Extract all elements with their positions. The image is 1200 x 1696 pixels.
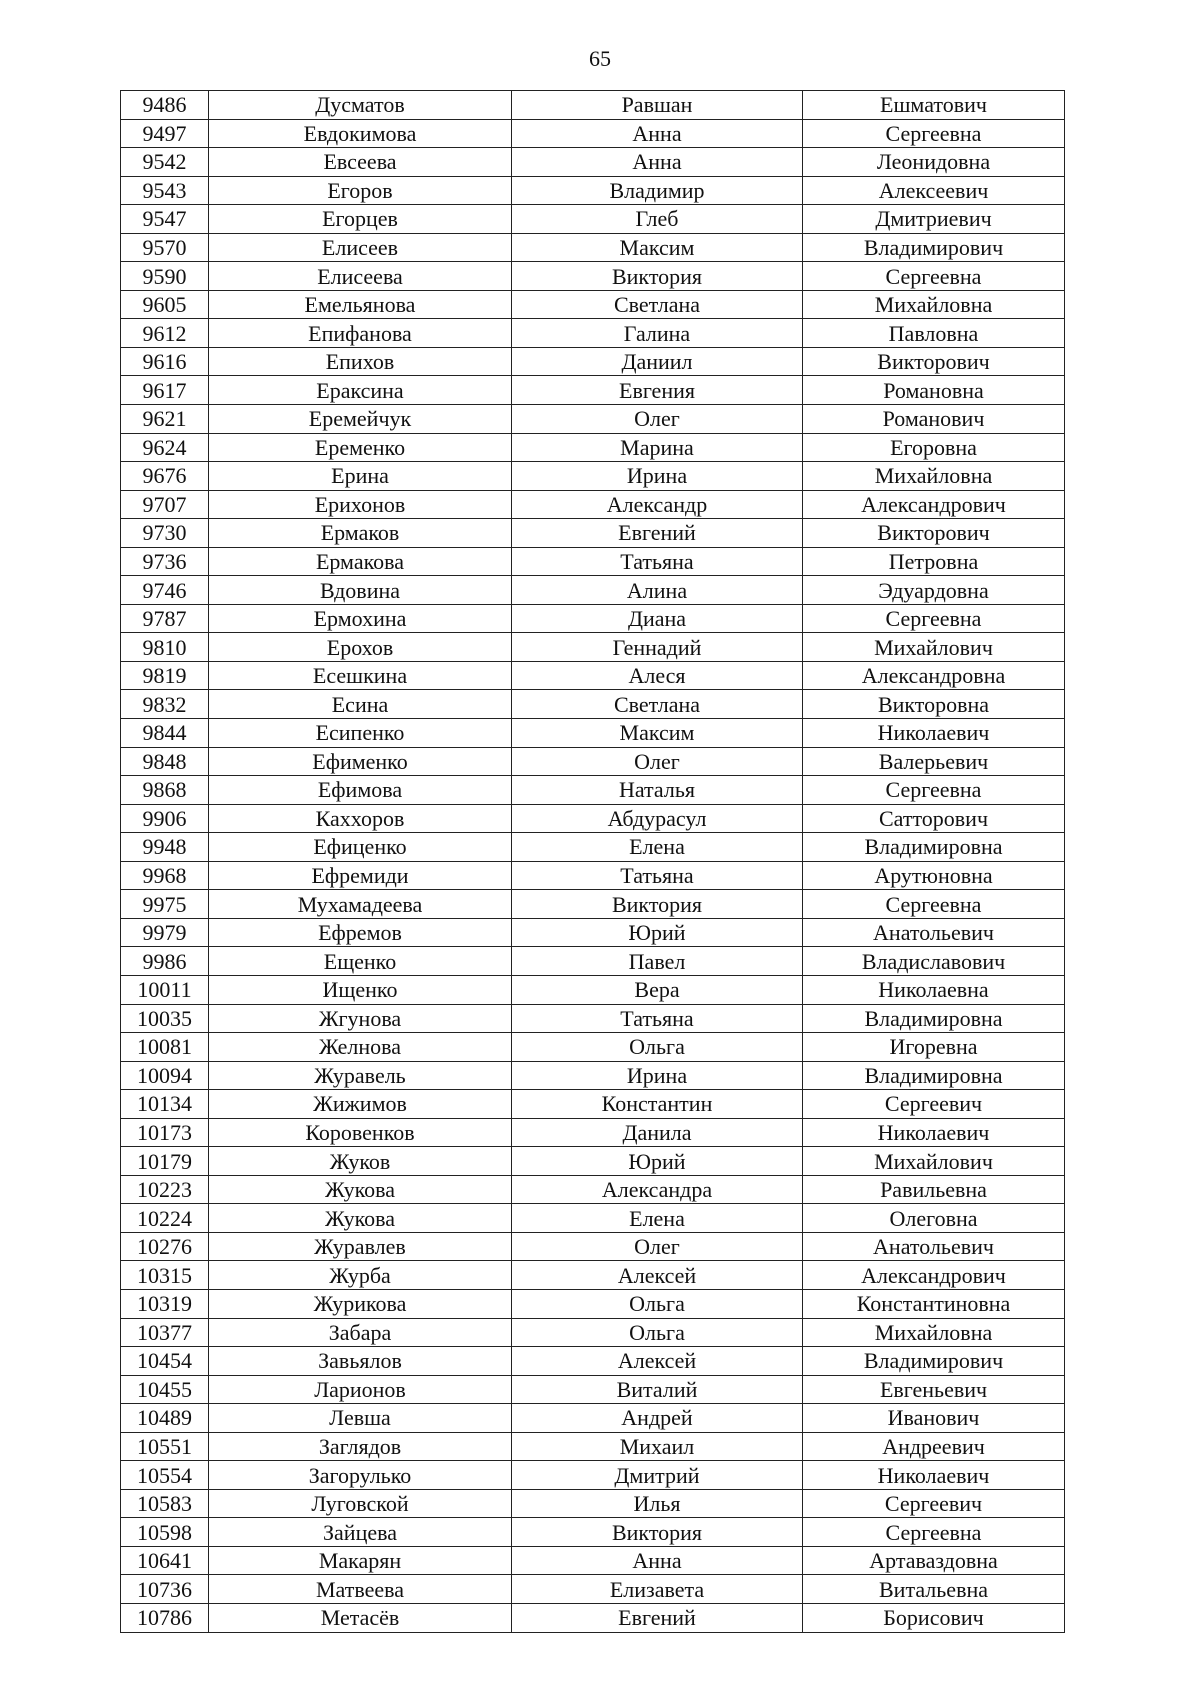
cell-patronymic: Сергеевич bbox=[803, 1090, 1065, 1119]
cell-last-name: Есипенко bbox=[209, 719, 512, 748]
roster-table bbox=[120, 90, 1065, 1633]
cell-last-name: Желнова bbox=[209, 1033, 512, 1062]
cell-last-name: Луговской bbox=[209, 1489, 512, 1518]
cell-patronymic: Александрович bbox=[803, 490, 1065, 519]
cell-patronymic: Анатольевич bbox=[803, 918, 1065, 947]
cell-patronymic: Равильевна bbox=[803, 1175, 1065, 1204]
cell-first-name: Вера bbox=[512, 975, 803, 1004]
cell-last-name: Завьялов bbox=[209, 1347, 512, 1376]
cell-number: 10224 bbox=[121, 1204, 209, 1233]
cell-first-name: Светлана bbox=[512, 690, 803, 719]
cell-patronymic: Иванович bbox=[803, 1404, 1065, 1433]
cell-number: 9543 bbox=[121, 176, 209, 205]
cell-number: 10011 bbox=[121, 975, 209, 1004]
cell-last-name: Вдовина bbox=[209, 576, 512, 605]
cell-number: 9832 bbox=[121, 690, 209, 719]
cell-patronymic: Александровна bbox=[803, 661, 1065, 690]
cell-patronymic: Владимировна bbox=[803, 1004, 1065, 1033]
cell-first-name: Галина bbox=[512, 319, 803, 348]
table-row bbox=[121, 148, 1065, 177]
cell-patronymic: Сергеевна bbox=[803, 604, 1065, 633]
cell-last-name: Ефремов bbox=[209, 918, 512, 947]
cell-number: 9624 bbox=[121, 433, 209, 462]
cell-last-name: Есина bbox=[209, 690, 512, 719]
cell-number: 9736 bbox=[121, 547, 209, 576]
table-row bbox=[121, 519, 1065, 548]
table-row bbox=[121, 833, 1065, 862]
cell-first-name: Ирина bbox=[512, 462, 803, 491]
cell-first-name: Татьяна bbox=[512, 547, 803, 576]
cell-last-name: Ермохина bbox=[209, 604, 512, 633]
cell-patronymic: Анатольевич bbox=[803, 1232, 1065, 1261]
cell-patronymic: Евгеньевич bbox=[803, 1375, 1065, 1404]
cell-patronymic: Владимировна bbox=[803, 833, 1065, 862]
cell-number: 9844 bbox=[121, 719, 209, 748]
cell-patronymic: Ешматович bbox=[803, 91, 1065, 120]
cell-first-name: Максим bbox=[512, 233, 803, 262]
cell-last-name: Жуков bbox=[209, 1147, 512, 1176]
cell-patronymic: Александрович bbox=[803, 1261, 1065, 1290]
cell-last-name: Есешкина bbox=[209, 661, 512, 690]
table-row bbox=[121, 376, 1065, 405]
cell-last-name: Матвеева bbox=[209, 1575, 512, 1604]
cell-last-name: Жижимов bbox=[209, 1090, 512, 1119]
table-row bbox=[121, 490, 1065, 519]
cell-number: 10786 bbox=[121, 1603, 209, 1632]
cell-last-name: Епихов bbox=[209, 347, 512, 376]
cell-number: 10223 bbox=[121, 1175, 209, 1204]
cell-patronymic: Сергеевна bbox=[803, 776, 1065, 805]
cell-first-name: Равшан bbox=[512, 91, 803, 120]
table-row bbox=[121, 262, 1065, 291]
table-row bbox=[121, 1033, 1065, 1062]
cell-patronymic: Сергеевна bbox=[803, 119, 1065, 148]
cell-number: 10276 bbox=[121, 1232, 209, 1261]
cell-patronymic: Андреевич bbox=[803, 1432, 1065, 1461]
table-row bbox=[121, 176, 1065, 205]
table-row bbox=[121, 890, 1065, 919]
table-row bbox=[121, 918, 1065, 947]
cell-patronymic: Борисович bbox=[803, 1603, 1065, 1632]
cell-patronymic: Эдуардовна bbox=[803, 576, 1065, 605]
cell-last-name: Ефимова bbox=[209, 776, 512, 805]
cell-patronymic: Сергеевна bbox=[803, 1518, 1065, 1547]
cell-last-name: Коровенков bbox=[209, 1118, 512, 1147]
table-row bbox=[121, 1347, 1065, 1376]
cell-number: 9570 bbox=[121, 233, 209, 262]
cell-last-name: Метасёв bbox=[209, 1603, 512, 1632]
cell-number: 10315 bbox=[121, 1261, 209, 1290]
cell-patronymic: Романович bbox=[803, 405, 1065, 434]
cell-first-name: Алина bbox=[512, 576, 803, 605]
cell-number: 10455 bbox=[121, 1375, 209, 1404]
cell-first-name: Юрий bbox=[512, 1147, 803, 1176]
cell-number: 9497 bbox=[121, 119, 209, 148]
cell-number: 10641 bbox=[121, 1546, 209, 1575]
cell-number: 10173 bbox=[121, 1118, 209, 1147]
table-row bbox=[121, 661, 1065, 690]
cell-number: 10554 bbox=[121, 1461, 209, 1490]
cell-first-name: Данила bbox=[512, 1118, 803, 1147]
table-row bbox=[121, 119, 1065, 148]
cell-number: 9542 bbox=[121, 148, 209, 177]
cell-first-name: Анна bbox=[512, 119, 803, 148]
cell-first-name: Михаил bbox=[512, 1432, 803, 1461]
cell-number: 9746 bbox=[121, 576, 209, 605]
table-row bbox=[121, 776, 1065, 805]
cell-number: 9590 bbox=[121, 262, 209, 291]
cell-last-name: Каххоров bbox=[209, 804, 512, 833]
cell-number: 9617 bbox=[121, 376, 209, 405]
cell-number: 9979 bbox=[121, 918, 209, 947]
cell-patronymic: Викторович bbox=[803, 519, 1065, 548]
cell-patronymic: Николаевна bbox=[803, 975, 1065, 1004]
cell-patronymic: Алексеевич bbox=[803, 176, 1065, 205]
cell-patronymic: Константиновна bbox=[803, 1289, 1065, 1318]
table-row bbox=[121, 1261, 1065, 1290]
cell-first-name: Евгений bbox=[512, 1603, 803, 1632]
cell-last-name: Еремейчук bbox=[209, 405, 512, 434]
table-row bbox=[121, 1404, 1065, 1433]
cell-last-name: Журба bbox=[209, 1261, 512, 1290]
table-row bbox=[121, 290, 1065, 319]
cell-patronymic: Сергеевна bbox=[803, 262, 1065, 291]
cell-first-name: Владимир bbox=[512, 176, 803, 205]
cell-first-name: Андрей bbox=[512, 1404, 803, 1433]
cell-last-name: Загорулько bbox=[209, 1461, 512, 1490]
cell-number: 10583 bbox=[121, 1489, 209, 1518]
table-row bbox=[121, 1432, 1065, 1461]
cell-last-name: Жукова bbox=[209, 1204, 512, 1233]
cell-last-name: Зайцева bbox=[209, 1518, 512, 1547]
table-row bbox=[121, 947, 1065, 976]
cell-patronymic: Сергеевна bbox=[803, 890, 1065, 919]
cell-patronymic: Викторович bbox=[803, 347, 1065, 376]
cell-last-name: Ефименко bbox=[209, 747, 512, 776]
table-row bbox=[121, 1489, 1065, 1518]
cell-patronymic: Николаевич bbox=[803, 719, 1065, 748]
cell-patronymic: Олеговна bbox=[803, 1204, 1065, 1233]
cell-patronymic: Николаевич bbox=[803, 1461, 1065, 1490]
cell-last-name: Егоров bbox=[209, 176, 512, 205]
cell-first-name: Анна bbox=[512, 148, 803, 177]
cell-first-name: Елизавета bbox=[512, 1575, 803, 1604]
cell-first-name: Виктория bbox=[512, 1518, 803, 1547]
cell-last-name: Дусматов bbox=[209, 91, 512, 120]
cell-last-name: Ермакова bbox=[209, 547, 512, 576]
cell-patronymic: Витальевна bbox=[803, 1575, 1065, 1604]
cell-first-name: Илья bbox=[512, 1489, 803, 1518]
table-row bbox=[121, 975, 1065, 1004]
table-row bbox=[121, 1204, 1065, 1233]
table-row bbox=[121, 1375, 1065, 1404]
cell-last-name: Елисеев bbox=[209, 233, 512, 262]
table-row bbox=[121, 1518, 1065, 1547]
cell-first-name: Ольга bbox=[512, 1289, 803, 1318]
table-row bbox=[121, 1603, 1065, 1632]
cell-number: 9975 bbox=[121, 890, 209, 919]
cell-number: 9986 bbox=[121, 947, 209, 976]
cell-last-name: Журавлев bbox=[209, 1232, 512, 1261]
table-row bbox=[121, 1289, 1065, 1318]
cell-last-name: Егорцев bbox=[209, 205, 512, 234]
cell-patronymic: Владимирович bbox=[803, 1347, 1065, 1376]
table-row bbox=[121, 1318, 1065, 1347]
cell-last-name: Журавель bbox=[209, 1061, 512, 1090]
cell-number: 9787 bbox=[121, 604, 209, 633]
cell-last-name: Жгунова bbox=[209, 1004, 512, 1033]
cell-patronymic: Егоровна bbox=[803, 433, 1065, 462]
cell-first-name: Марина bbox=[512, 433, 803, 462]
cell-patronymic: Сергеевич bbox=[803, 1489, 1065, 1518]
cell-last-name: Ищенко bbox=[209, 975, 512, 1004]
cell-first-name: Елена bbox=[512, 1204, 803, 1233]
cell-patronymic: Михайлович bbox=[803, 633, 1065, 662]
cell-last-name: Ефиценко bbox=[209, 833, 512, 862]
cell-number: 9968 bbox=[121, 861, 209, 890]
cell-patronymic: Михайловна bbox=[803, 290, 1065, 319]
cell-last-name: Емельянова bbox=[209, 290, 512, 319]
table-row bbox=[121, 205, 1065, 234]
cell-number: 10551 bbox=[121, 1432, 209, 1461]
cell-first-name: Даниил bbox=[512, 347, 803, 376]
cell-number: 9616 bbox=[121, 347, 209, 376]
cell-number: 10598 bbox=[121, 1518, 209, 1547]
cell-first-name: Дмитрий bbox=[512, 1461, 803, 1490]
cell-first-name: Максим bbox=[512, 719, 803, 748]
cell-number: 10094 bbox=[121, 1061, 209, 1090]
table-row bbox=[121, 1546, 1065, 1575]
cell-patronymic: Валерьевич bbox=[803, 747, 1065, 776]
cell-patronymic: Леонидовна bbox=[803, 148, 1065, 177]
cell-last-name: Епифанова bbox=[209, 319, 512, 348]
cell-first-name: Олег bbox=[512, 747, 803, 776]
cell-first-name: Геннадий bbox=[512, 633, 803, 662]
cell-first-name: Евгений bbox=[512, 519, 803, 548]
cell-first-name: Виктория bbox=[512, 262, 803, 291]
cell-patronymic: Михайлович bbox=[803, 1147, 1065, 1176]
cell-number: 10736 bbox=[121, 1575, 209, 1604]
cell-number: 10319 bbox=[121, 1289, 209, 1318]
cell-patronymic: Дмитриевич bbox=[803, 205, 1065, 234]
cell-number: 9605 bbox=[121, 290, 209, 319]
cell-first-name: Евгения bbox=[512, 376, 803, 405]
cell-first-name: Алеся bbox=[512, 661, 803, 690]
cell-first-name: Алексей bbox=[512, 1261, 803, 1290]
cell-last-name: Ещенко bbox=[209, 947, 512, 976]
cell-first-name: Константин bbox=[512, 1090, 803, 1119]
cell-first-name: Александра bbox=[512, 1175, 803, 1204]
cell-last-name: Ераксина bbox=[209, 376, 512, 405]
cell-patronymic: Сатторович bbox=[803, 804, 1065, 833]
cell-patronymic: Игоревна bbox=[803, 1033, 1065, 1062]
cell-last-name: Еременко bbox=[209, 433, 512, 462]
cell-number: 9486 bbox=[121, 91, 209, 120]
table-row bbox=[121, 547, 1065, 576]
table-row bbox=[121, 1090, 1065, 1119]
cell-number: 9730 bbox=[121, 519, 209, 548]
table-row bbox=[121, 804, 1065, 833]
cell-first-name: Ольга bbox=[512, 1033, 803, 1062]
table-row bbox=[121, 1175, 1065, 1204]
table-row bbox=[121, 747, 1065, 776]
cell-first-name: Диана bbox=[512, 604, 803, 633]
cell-number: 9676 bbox=[121, 462, 209, 491]
cell-last-name: Макарян bbox=[209, 1546, 512, 1575]
table-row bbox=[121, 861, 1065, 890]
page-number: 65 bbox=[589, 46, 611, 71]
cell-patronymic: Артаваздовна bbox=[803, 1546, 1065, 1575]
table-row bbox=[121, 433, 1065, 462]
cell-number: 9819 bbox=[121, 661, 209, 690]
cell-first-name: Анна bbox=[512, 1546, 803, 1575]
cell-first-name: Виктория bbox=[512, 890, 803, 919]
cell-first-name: Наталья bbox=[512, 776, 803, 805]
cell-first-name: Татьяна bbox=[512, 1004, 803, 1033]
cell-patronymic: Арутюновна bbox=[803, 861, 1065, 890]
cell-last-name: Ерихонов bbox=[209, 490, 512, 519]
cell-number: 9948 bbox=[121, 833, 209, 862]
cell-patronymic: Романовна bbox=[803, 376, 1065, 405]
cell-last-name: Ефремиди bbox=[209, 861, 512, 890]
cell-first-name: Александр bbox=[512, 490, 803, 519]
cell-first-name: Ирина bbox=[512, 1061, 803, 1090]
cell-last-name: Жукова bbox=[209, 1175, 512, 1204]
cell-first-name: Алексей bbox=[512, 1347, 803, 1376]
table-row bbox=[121, 1061, 1065, 1090]
cell-number: 9810 bbox=[121, 633, 209, 662]
cell-first-name: Олег bbox=[512, 1232, 803, 1261]
cell-number: 9707 bbox=[121, 490, 209, 519]
cell-last-name: Елисеева bbox=[209, 262, 512, 291]
cell-patronymic: Петровна bbox=[803, 547, 1065, 576]
table-row bbox=[121, 91, 1065, 120]
cell-last-name: Евсеева bbox=[209, 148, 512, 177]
cell-last-name: Ерохов bbox=[209, 633, 512, 662]
cell-patronymic: Михайловна bbox=[803, 1318, 1065, 1347]
table-row bbox=[121, 1147, 1065, 1176]
table-row bbox=[121, 1118, 1065, 1147]
cell-number: 10377 bbox=[121, 1318, 209, 1347]
roster-table-body bbox=[121, 91, 1065, 1633]
cell-first-name: Юрий bbox=[512, 918, 803, 947]
cell-number: 10081 bbox=[121, 1033, 209, 1062]
cell-first-name: Елена bbox=[512, 833, 803, 862]
cell-first-name: Светлана bbox=[512, 290, 803, 319]
cell-number: 9547 bbox=[121, 205, 209, 234]
cell-patronymic: Владиславович bbox=[803, 947, 1065, 976]
cell-last-name: Ларионов bbox=[209, 1375, 512, 1404]
cell-patronymic: Павловна bbox=[803, 319, 1065, 348]
cell-number: 9906 bbox=[121, 804, 209, 833]
table-row bbox=[121, 1575, 1065, 1604]
table-row bbox=[121, 405, 1065, 434]
table-row bbox=[121, 633, 1065, 662]
cell-number: 9621 bbox=[121, 405, 209, 434]
table-row bbox=[121, 233, 1065, 262]
cell-number: 9848 bbox=[121, 747, 209, 776]
cell-first-name: Ольга bbox=[512, 1318, 803, 1347]
cell-patronymic: Михайловна bbox=[803, 462, 1065, 491]
cell-last-name: Евдокимова bbox=[209, 119, 512, 148]
cell-first-name: Олег bbox=[512, 405, 803, 434]
cell-number: 10489 bbox=[121, 1404, 209, 1433]
cell-number: 10454 bbox=[121, 1347, 209, 1376]
cell-number: 10035 bbox=[121, 1004, 209, 1033]
table-row bbox=[121, 1232, 1065, 1261]
table-row bbox=[121, 576, 1065, 605]
cell-first-name: Глеб bbox=[512, 205, 803, 234]
cell-last-name: Левша bbox=[209, 1404, 512, 1433]
cell-last-name: Мухамадеева bbox=[209, 890, 512, 919]
table-row bbox=[121, 319, 1065, 348]
cell-first-name: Татьяна bbox=[512, 861, 803, 890]
cell-number: 10134 bbox=[121, 1090, 209, 1119]
cell-patronymic: Владимирович bbox=[803, 233, 1065, 262]
cell-last-name: Ерина bbox=[209, 462, 512, 491]
cell-patronymic: Владимировна bbox=[803, 1061, 1065, 1090]
table-row bbox=[121, 347, 1065, 376]
cell-number: 10179 bbox=[121, 1147, 209, 1176]
cell-number: 9612 bbox=[121, 319, 209, 348]
cell-last-name: Забара bbox=[209, 1318, 512, 1347]
cell-first-name: Абдурасул bbox=[512, 804, 803, 833]
cell-first-name: Виталий bbox=[512, 1375, 803, 1404]
cell-patronymic: Викторовна bbox=[803, 690, 1065, 719]
table-row bbox=[121, 462, 1065, 491]
cell-patronymic: Николаевич bbox=[803, 1118, 1065, 1147]
table-row bbox=[121, 690, 1065, 719]
cell-last-name: Журикова bbox=[209, 1289, 512, 1318]
table-row bbox=[121, 719, 1065, 748]
cell-last-name: Ермаков bbox=[209, 519, 512, 548]
table-row bbox=[121, 1004, 1065, 1033]
cell-number: 9868 bbox=[121, 776, 209, 805]
cell-last-name: Заглядов bbox=[209, 1432, 512, 1461]
table-row bbox=[121, 604, 1065, 633]
cell-first-name: Павел bbox=[512, 947, 803, 976]
table-row bbox=[121, 1461, 1065, 1490]
